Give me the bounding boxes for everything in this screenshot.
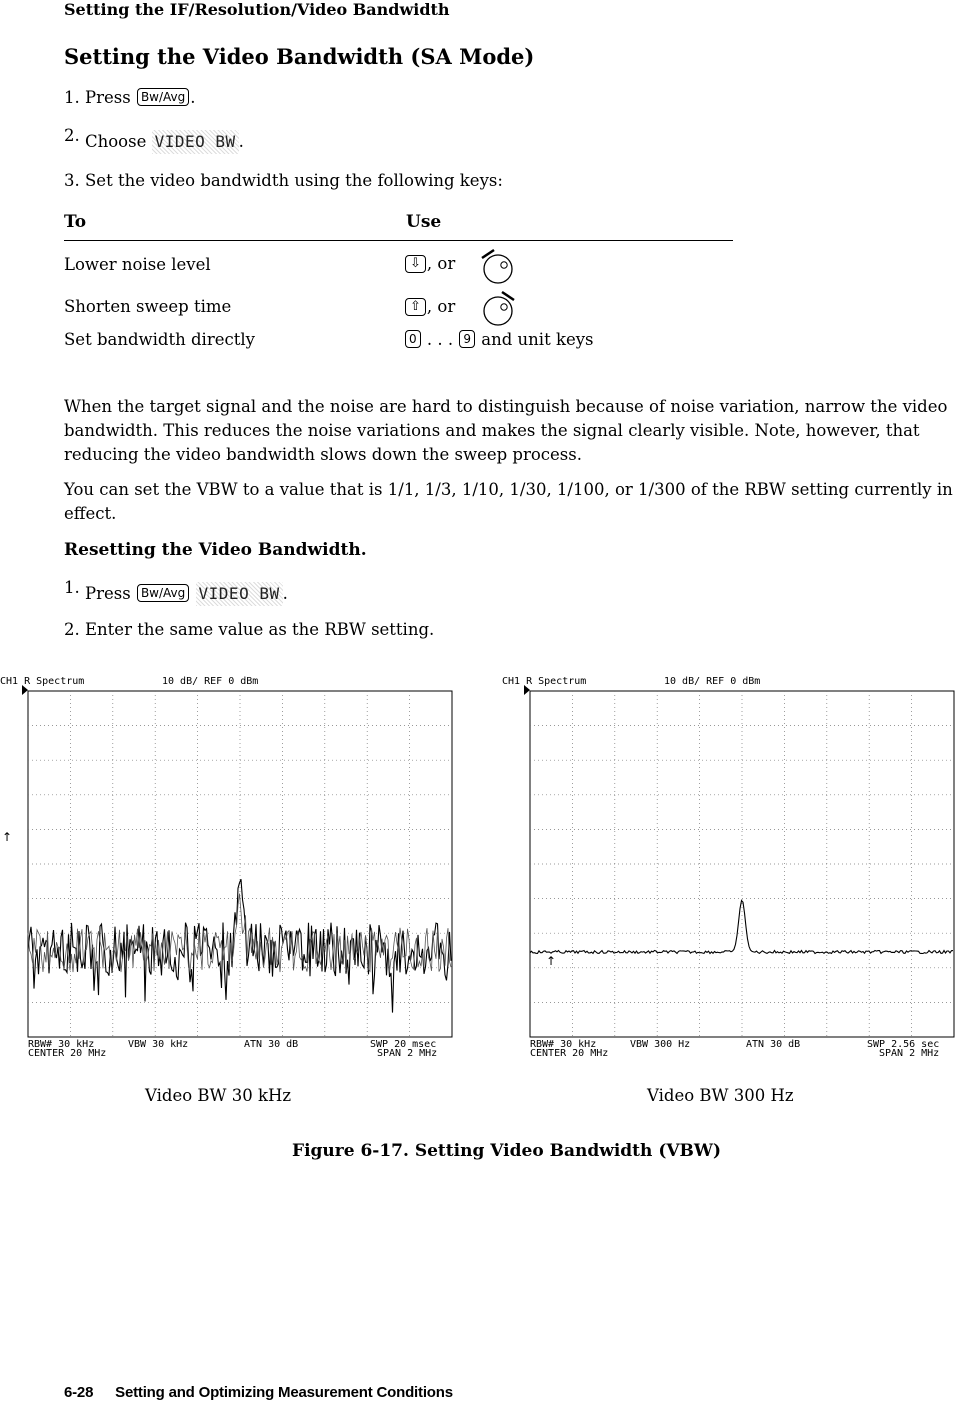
bw-avg-key[interactable]: Bw/Avg — [137, 88, 189, 106]
paragraph-noise: When the target signal and the noise are hard to distinguish because of noise variation, narrow the video bandwidth. This reduces the noise variations and makes the signal clearly visible. Note, however, that reducing the video bandwidth slows down the sweep process. — [64, 397, 948, 464]
table-row-set-bandwidth — [64, 328, 255, 352]
table-rule — [64, 240, 733, 241]
reset-step-1 — [64, 576, 288, 606]
or-text: , or — [426, 254, 456, 273]
ellipsis: . . . — [426, 330, 454, 349]
atten-readout: ATN 30 dB — [244, 1039, 299, 1050]
step-number: 2. — [64, 126, 80, 145]
sweep-readout: SWP 2.56 sec — [867, 1039, 940, 1050]
rbw-readout: RBW# 30 kHz — [530, 1039, 597, 1050]
channel-label: CH1 R Spectrum — [0, 676, 85, 687]
digit-9-key[interactable]: 9 — [459, 330, 475, 348]
down-arrow-key[interactable]: ⇩ — [405, 255, 426, 273]
unit-keys-text: and unit keys — [481, 330, 594, 349]
page-footer — [64, 1384, 453, 1401]
sweep-readout: SWP 20 msec — [370, 1039, 437, 1050]
video-bw-softkey[interactable]: VIDEO BW — [152, 130, 239, 154]
marker-triangle-icon — [524, 685, 530, 695]
step-number: 2. — [64, 620, 80, 639]
table-cell-use — [404, 295, 455, 319]
table-row-lower-noise — [64, 253, 211, 277]
step-text: Press — [85, 584, 131, 603]
page-number: 6-28 — [64, 1384, 94, 1401]
caption-screen-1: Video BW 30 kHz — [145, 1086, 292, 1105]
channel-label: CH1 R Spectrum — [502, 676, 587, 687]
step-text: Choose — [85, 132, 147, 151]
scale-label: 10 dB/ REF 0 dBm — [664, 676, 761, 687]
step-1 — [64, 86, 196, 110]
paragraph-vbw-ratio: You can set the VBW to a value that is 1/1, 1/3, 1/10, 1/30, 1/100, or 1/300 of the RBW setting currently in effect. — [64, 480, 953, 523]
step-text: Enter the same value as the RBW setting. — [85, 620, 435, 639]
rbw-readout: RBW# 30 kHz — [28, 1039, 95, 1050]
video-bw-softkey[interactable]: VIDEO BW — [196, 582, 283, 606]
punct: . — [282, 584, 288, 603]
reference-arrow-icon: ↑ — [546, 954, 557, 968]
analyzer-screen-vbw-300hz — [502, 675, 963, 1060]
bw-avg-key[interactable]: Bw/Avg — [137, 584, 189, 602]
table-row-shorten-sweep — [64, 295, 231, 319]
table-cell-to: Shorten sweep time — [64, 297, 232, 316]
step-2 — [64, 124, 244, 154]
caption-screen-2: Video BW 300 Hz — [647, 1086, 794, 1105]
digit-0-key[interactable]: 0 — [405, 330, 421, 348]
span-readout: SPAN 2 MHz — [377, 1048, 438, 1059]
center-readout: CENTER 20 MHz — [28, 1048, 107, 1059]
punct: . — [190, 88, 196, 107]
up-arrow-key[interactable]: ⇧ — [405, 298, 426, 316]
spectrum-plot — [0, 675, 462, 1060]
marker-triangle-icon — [22, 685, 28, 695]
vbw-readout: VBW 300 Hz — [630, 1039, 691, 1050]
span-readout: SPAN 2 MHz — [879, 1048, 940, 1059]
footer-title: Setting and Optimizing Measurement Conditions — [115, 1384, 453, 1401]
step-number: 1. — [64, 88, 80, 107]
resetting-title: Resetting the Video Bandwidth. — [64, 540, 367, 560]
step-text: Press — [85, 88, 131, 107]
figure-caption: Figure 6-17. Setting Video Bandwidth (VBW) — [292, 1141, 722, 1161]
reset-step-2 — [64, 618, 434, 642]
analyzer-screen-vbw-30khz — [0, 675, 462, 1060]
atten-readout: ATN 30 dB — [746, 1039, 801, 1050]
table-header-to: To — [64, 212, 87, 232]
scale-label: 10 dB/ REF 0 dBm — [162, 676, 259, 687]
step-3 — [64, 169, 503, 193]
center-readout: CENTER 20 MHz — [530, 1048, 609, 1059]
step-text: Set the video bandwidth using the following keys: — [85, 171, 503, 190]
punct: . — [238, 132, 244, 151]
table-header-use: Use — [406, 212, 442, 232]
vbw-readout: VBW 30 kHz — [128, 1039, 189, 1050]
knob-clockwise-icon — [478, 288, 518, 328]
table-cell-to: Set bandwidth directly — [64, 330, 255, 349]
step-number: 1. — [64, 578, 80, 597]
or-text: , or — [426, 297, 456, 316]
running-head: Setting the IF/Resolution/Video Bandwidth — [64, 0, 450, 19]
reference-arrow-icon: ↑ — [2, 830, 13, 844]
table-cell-to: Lower noise level — [64, 255, 211, 274]
step-number: 3. — [64, 171, 80, 190]
table-cell-use — [404, 252, 455, 276]
spectrum-plot — [502, 675, 963, 1060]
table-cell-use — [404, 328, 594, 352]
section-title: Setting the Video Bandwidth (SA Mode) — [64, 44, 535, 69]
knob-counterclockwise-icon — [478, 246, 518, 286]
